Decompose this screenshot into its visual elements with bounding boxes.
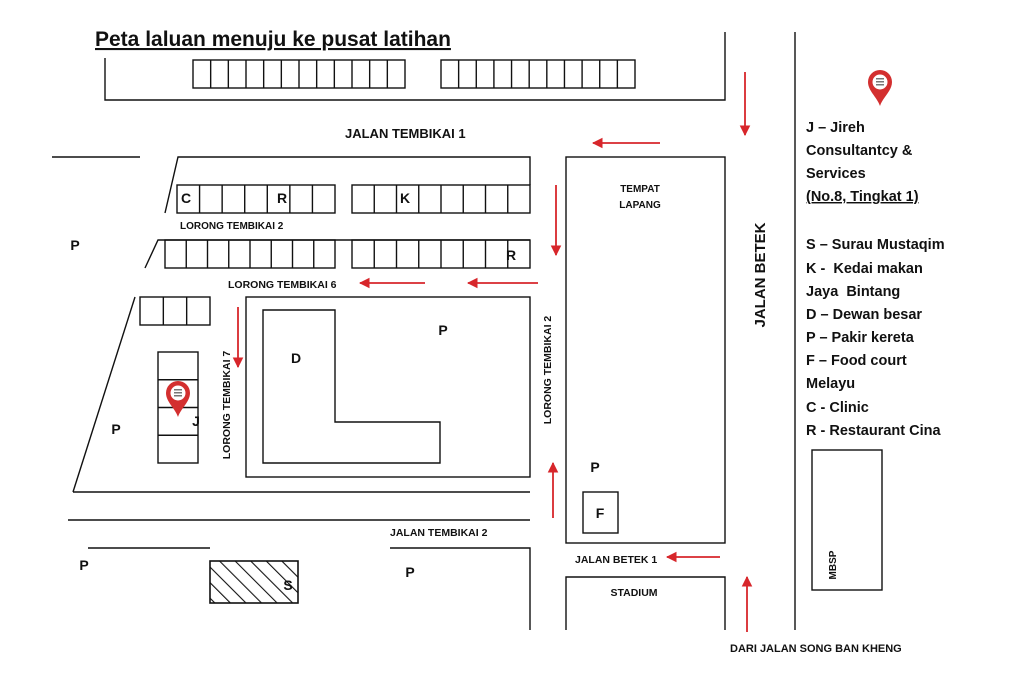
label-tempat: TEMPAT — [620, 184, 660, 195]
marker-parking: P — [111, 421, 121, 437]
label-stadium: STADIUM — [610, 587, 658, 599]
marker-parking: P — [438, 322, 448, 338]
legend-line: D – Dewan besar — [806, 307, 923, 323]
map-title: Peta laluan menuju ke pusat latihan — [95, 28, 451, 51]
label-lorong-tembikai-2-vertical: LORONG TEMBIKAI 2 — [542, 315, 554, 425]
legend-line: K - Kedai makan — [806, 261, 923, 277]
label-jalan-tembikai-1: JALAN TEMBIKAI 1 — [345, 126, 466, 141]
label-lorong-tembikai-7: LORONG TEMBIKAI 7 — [221, 350, 233, 460]
stadium-outline — [566, 577, 725, 630]
dewan-compound — [246, 297, 530, 477]
marker-dewan: D — [290, 350, 302, 366]
marker-jireh: J — [192, 413, 200, 429]
marker-food-court: F — [595, 505, 605, 521]
legend-line: Services — [806, 166, 866, 182]
legend-line: C - Clinic — [806, 400, 869, 416]
label-mbsp: MBSP — [828, 550, 839, 580]
label-from-road: DARI JALAN SONG BAN KHENG — [730, 643, 902, 655]
block-2-outline — [145, 240, 530, 268]
map-pin-icon — [868, 70, 892, 106]
marker-parking: P — [590, 459, 600, 475]
marker-kedai: K — [399, 190, 411, 206]
shop-lot-row — [441, 60, 635, 88]
tempat-lapang-area — [566, 157, 725, 543]
legend-line: Melayu — [806, 376, 856, 392]
legend-line: Jaya Bintang — [806, 284, 901, 300]
road-edge-bottom-middle — [390, 548, 530, 630]
marker-parking: P — [405, 564, 415, 580]
marker-clinic: C — [180, 190, 192, 206]
marker-parking: P — [70, 237, 80, 253]
legend — [806, 120, 945, 439]
legend-line: Consultantcy & — [806, 143, 913, 159]
legend-line: F – Food court — [806, 353, 907, 369]
shop-lot-row — [177, 185, 335, 213]
legend-line: R - Restaurant Cina — [806, 423, 941, 439]
marker-surau: S — [283, 577, 293, 593]
label-jalan-betek-1: JALAN BETEK 1 — [575, 554, 658, 566]
shop-lot-row — [140, 297, 210, 325]
marker-restaurant-top: R — [276, 190, 288, 206]
label-lapang: LAPANG — [619, 200, 661, 211]
label-jalan-betek: JALAN BETEK — [752, 222, 769, 328]
legend-line: S – Surau Mustaqim — [806, 237, 945, 253]
mbsp-building — [812, 450, 882, 590]
marker-parking: P — [79, 557, 89, 573]
legend-address: (No.8, Tingkat 1) — [806, 189, 919, 205]
label-lorong-tembikai-6: LORONG TEMBIKAI 6 — [228, 279, 337, 291]
map-pin-icon — [166, 381, 190, 417]
label-jalan-tembikai-2: JALAN TEMBIKAI 2 — [390, 527, 488, 539]
legend-line: P – Pakir kereta — [806, 330, 914, 346]
lower-left-boundary — [73, 297, 135, 492]
label-lorong-tembikai-2-top: LORONG TEMBIKAI 2 — [180, 221, 284, 232]
legend-line: J – Jireh — [806, 120, 865, 136]
dewan-besar-building — [263, 310, 440, 463]
marker-restaurant-second: R — [505, 247, 517, 263]
